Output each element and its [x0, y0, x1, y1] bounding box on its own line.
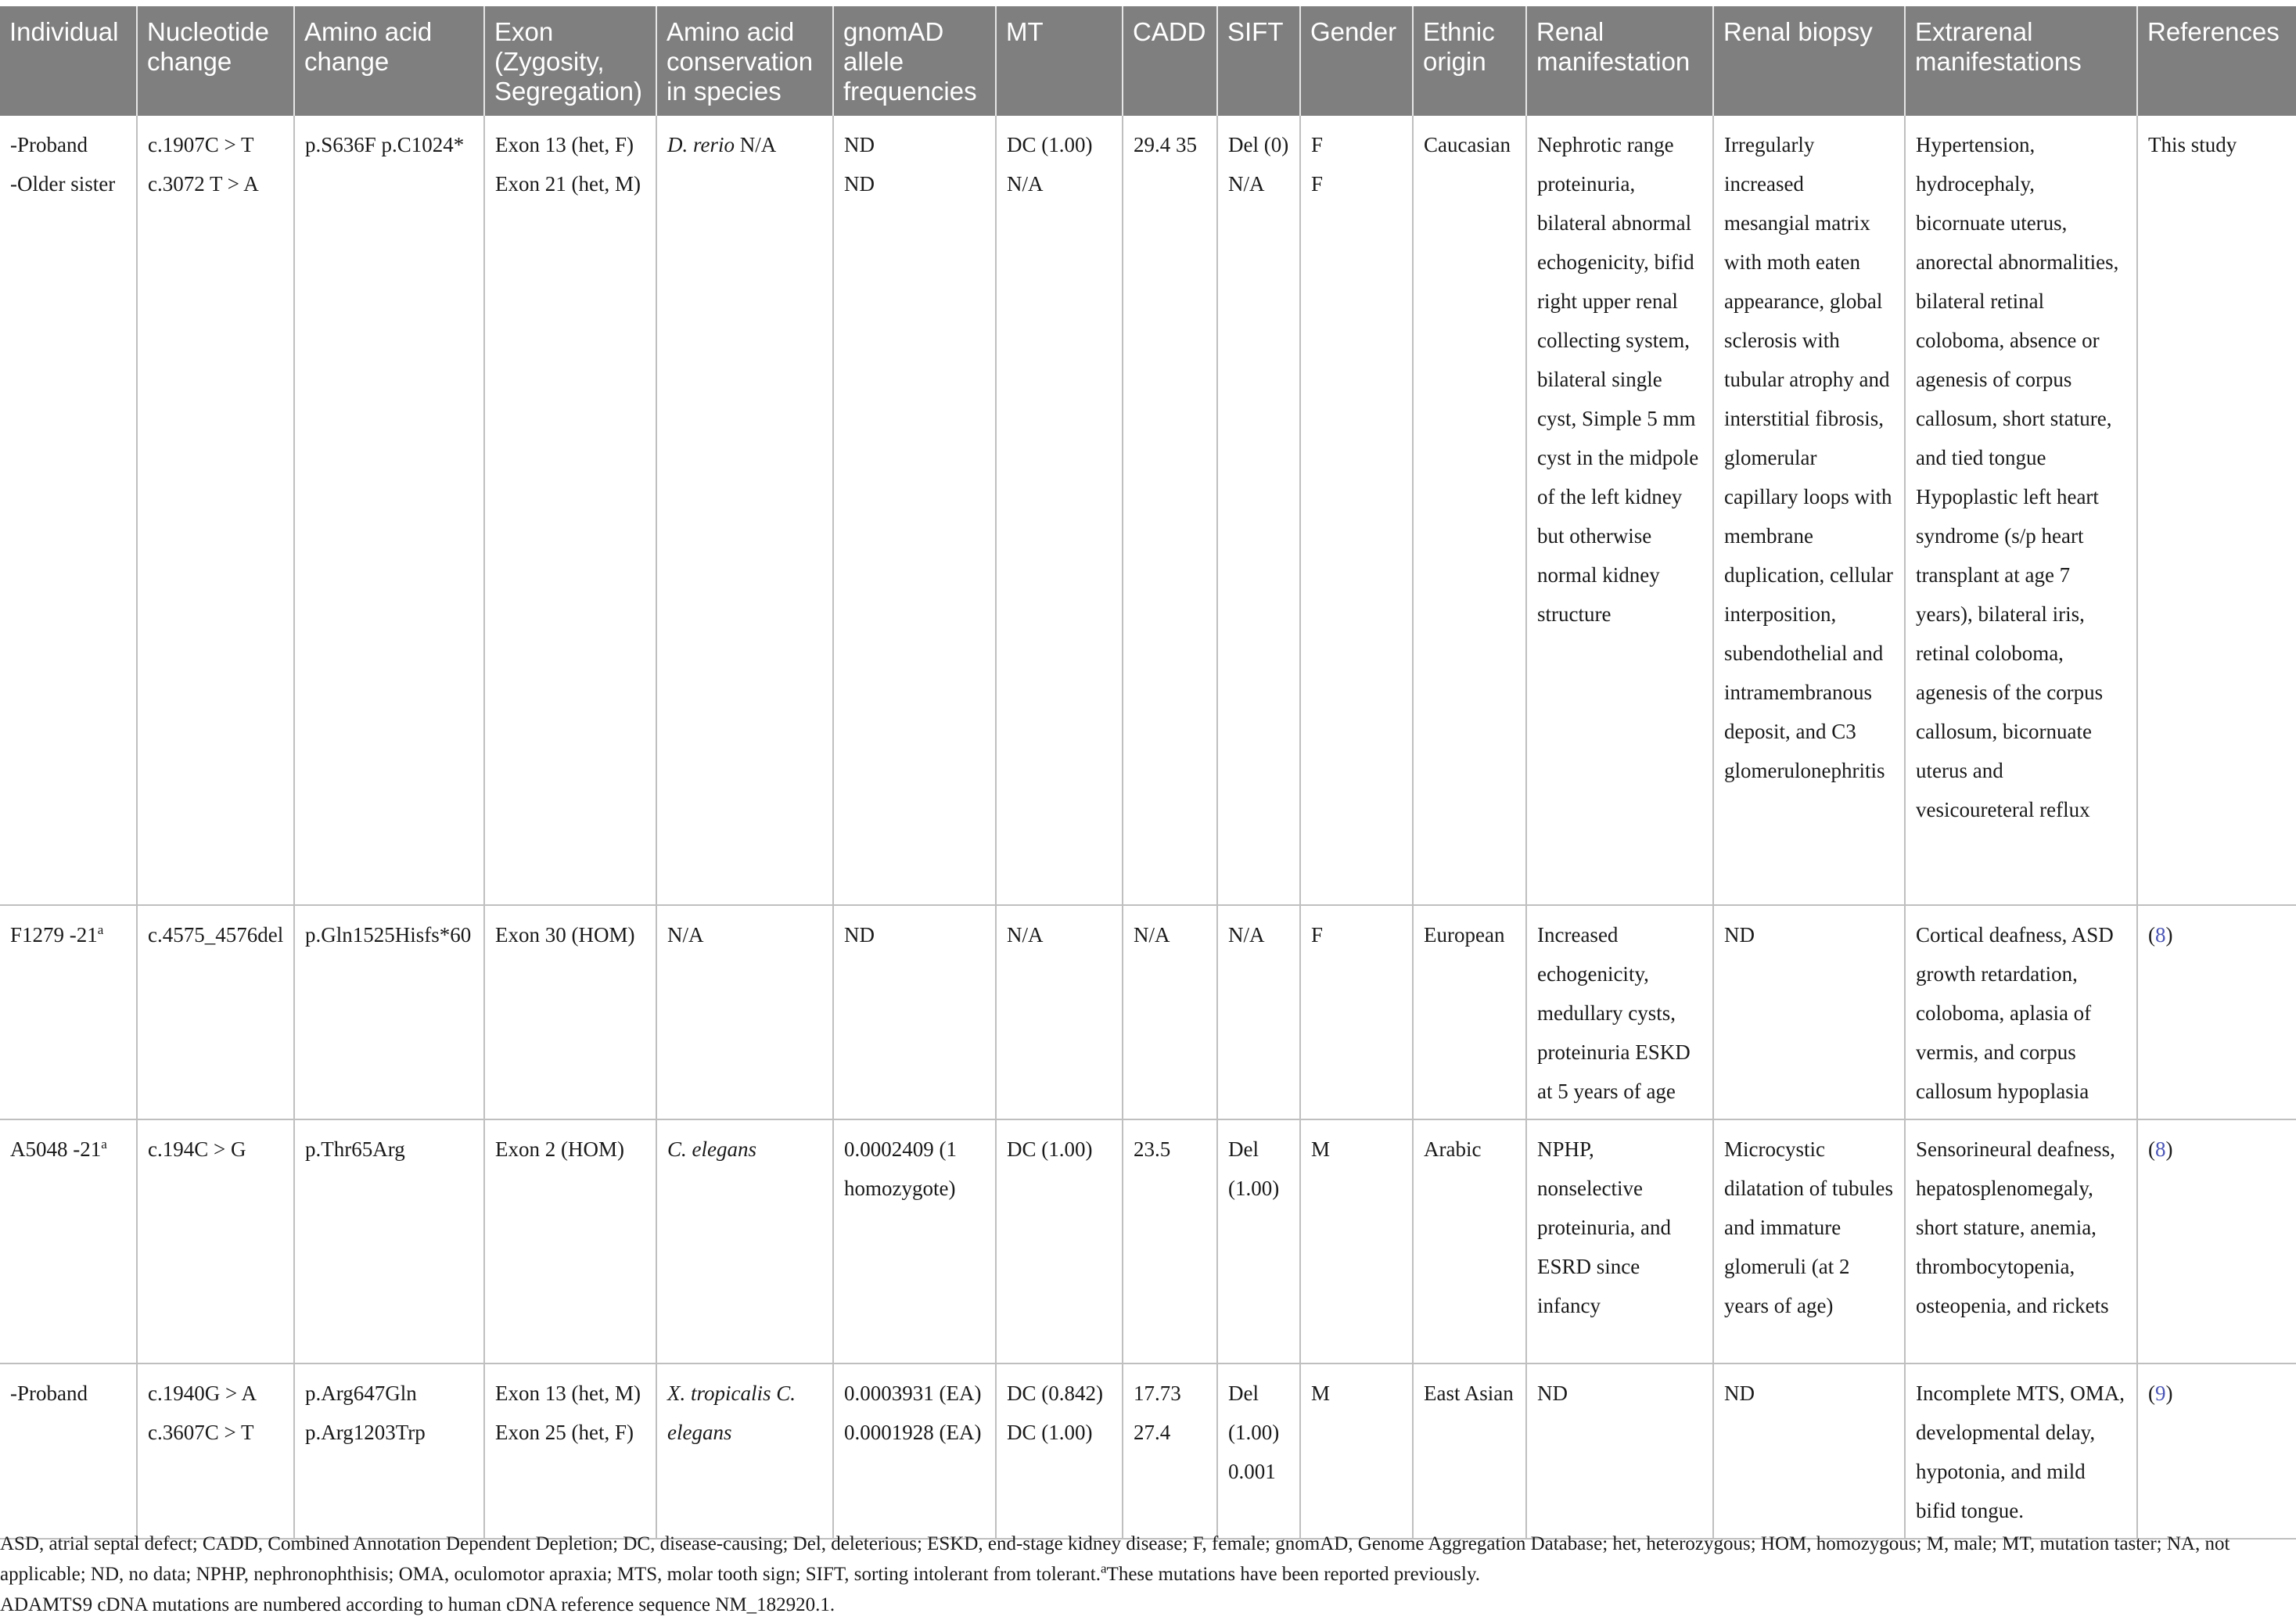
cell-exon: Exon 13 (het, M) Exon 25 (het, F) — [484, 1364, 656, 1539]
cell-sift: N/A — [1217, 905, 1300, 1119]
cell-exon: Exon 13 (het, F) Exon 21 (het, M) — [484, 116, 656, 905]
cell-sift: Del (1.00) — [1217, 1119, 1300, 1364]
col-individual: Individual — [0, 6, 137, 116]
variants-table — [0, 6, 2296, 1540]
cell-gnomad: ND ND — [833, 116, 996, 905]
cell-ethnic: Caucasian — [1413, 116, 1526, 905]
cell-reference: (8) — [2137, 905, 2296, 1119]
cell-conservation: C. elegans — [656, 1119, 833, 1364]
cell-biopsy: ND — [1713, 905, 1905, 1119]
cell-conservation: X. tropicalis C. elegans — [656, 1364, 833, 1539]
cell-cadd: 17.73 27.4 — [1123, 1364, 1217, 1539]
cell-biopsy: ND — [1713, 1364, 1905, 1539]
cell-aminoacid: p.Thr65Arg — [294, 1119, 484, 1364]
cell-exon: Exon 30 (HOM) — [484, 905, 656, 1119]
col-renal-biopsy: Renal biopsy — [1713, 6, 1905, 116]
cell-extrarenal: Hypertension, hydrocephaly, bicornuate uterus, anorectal abnormalities, bilateral retinal coloboma, absence or agenesis of corpus callosum, short stature, and tied tongue Hypoplastic left heart syndrome (s/p heart transplant at age 7 years), bilateral iris, retinal coloboma, agenesis of the corpus callosum, bicornuate uterus and vesicoureteral reflux — [1905, 116, 2137, 905]
table-row — [0, 1119, 2296, 1364]
cell-nucleotide: c.1940G > A c.3607C > T — [137, 1364, 294, 1539]
cell-cadd: 29.4 35 — [1123, 116, 1217, 905]
cell-cadd: 23.5 — [1123, 1119, 1217, 1364]
col-sift: SIFT — [1217, 6, 1300, 116]
reference-link[interactable]: 8 — [2155, 923, 2166, 947]
cell-ethnic: East Asian — [1413, 1364, 1526, 1539]
cell-extrarenal: Sensorineural deafness, hepatosplenomegaly, short stature, anemia, thrombocytopenia, osteopenia, and rickets — [1905, 1119, 2137, 1364]
cell-mt: N/A — [996, 905, 1123, 1119]
cell-nucleotide: c.194C > G — [137, 1119, 294, 1364]
cell-mt: DC (0.842) DC (1.00) — [996, 1364, 1123, 1539]
table-row — [0, 905, 2296, 1119]
col-exon: Exon (Zygosity, Segregation) — [484, 6, 656, 116]
cell-gender: F — [1300, 905, 1413, 1119]
cell-conservation: N/A — [656, 905, 833, 1119]
cell-reference: (9) — [2137, 1364, 2296, 1539]
cell-sift: Del (1.00) 0.001 — [1217, 1364, 1300, 1539]
col-conservation: Amino acid conservation in species — [656, 6, 833, 116]
cell-aminoacid: p.Gln1525Hisfs*60 — [294, 905, 484, 1119]
cell-renal: Increased echogenicity, medullary cysts, proteinuria ESKD at 5 years of age — [1526, 905, 1713, 1119]
col-extrarenal: Extrarenal manifestations — [1905, 6, 2137, 116]
cell-gnomad: 0.0003931 (EA) 0.0001928 (EA) — [833, 1364, 996, 1539]
cell-nucleotide: c.4575_4576del — [137, 905, 294, 1119]
col-gnomad: gnomAD allele frequencies — [833, 6, 996, 116]
cell-ethnic: Arabic — [1413, 1119, 1526, 1364]
cell-nucleotide: c.1907C > T c.3072 T > A — [137, 116, 294, 905]
cell-gender: F F — [1300, 116, 1413, 905]
cell-aminoacid: p.S636F p.C1024* — [294, 116, 484, 905]
cell-conservation: D. rerio N/A — [656, 116, 833, 905]
col-nucleotide-change: Nucleotide change — [137, 6, 294, 116]
cell-extrarenal: Incomplete MTS, OMA, developmental delay, hypotonia, and mild bifid tongue. — [1905, 1364, 2137, 1539]
cell-renal: ND — [1526, 1364, 1713, 1539]
cell-sift: Del (0) N/A — [1217, 116, 1300, 905]
cell-gender: M — [1300, 1364, 1413, 1539]
reference-link[interactable]: 9 — [2155, 1381, 2166, 1405]
cell-reference: (8) — [2137, 1119, 2296, 1364]
cell-gnomad: 0.0002409 (1 homozygote) — [833, 1119, 996, 1364]
col-mt: MT — [996, 6, 1123, 116]
col-references: References — [2137, 6, 2296, 116]
col-cadd: CADD — [1123, 6, 1217, 116]
table-footnotes — [0, 1529, 2284, 1620]
table-row — [0, 116, 2296, 905]
table-row — [0, 1364, 2296, 1539]
reference-link[interactable]: 8 — [2155, 1137, 2166, 1161]
cell-mt: DC (1.00) N/A — [996, 116, 1123, 905]
col-gender: Gender — [1300, 6, 1413, 116]
cell-aminoacid: p.Arg647Gln p.Arg1203Trp — [294, 1364, 484, 1539]
abbreviations-note: ASD, atrial septal defect; CADD, Combined Annotation Dependent Depletion; DC, disease-causing; Del, deleterious; ESKD, end-stage kidney disease; F, female; gnomAD, Genome Aggregation Database; het, heterozygous; HOM, homozygous; M, male; MT, mutation taster; NA, not applicable; ND, no data; NPHP, nephronophthisis; OMA, oculomotor apraxia; MTS, molar tooth sign; SIFT, sorting intolerant from tolerant.$^a$These mutations have been reported previously. — [0, 1533, 2230, 1585]
cell-cadd: N/A — [1123, 905, 1217, 1119]
cell-individual: -Proband — [0, 1364, 137, 1539]
cell-reference: This study — [2137, 116, 2296, 905]
col-amino-acid-change: Amino acid change — [294, 6, 484, 116]
cell-renal: NPHP, nonselective proteinuria, and ESRD since infancy — [1526, 1119, 1713, 1364]
cell-individual: -Proband -Older sister — [0, 116, 137, 905]
cell-mt: DC (1.00) — [996, 1119, 1123, 1364]
cell-extrarenal: Cortical deafness, ASD growth retardation, coloboma, aplasia of vermis, and corpus callosum hypoplasia — [1905, 905, 2137, 1119]
cell-ethnic: European — [1413, 905, 1526, 1119]
cell-individual: F1279 -21$^a$ — [0, 905, 137, 1119]
header-row — [0, 6, 2296, 116]
col-renal-manifestation: Renal manifestation — [1526, 6, 1713, 116]
cell-gnomad: ND — [833, 905, 996, 1119]
col-ethnic-origin: Ethnic origin — [1413, 6, 1526, 116]
cell-individual: A5048 -21$^a$ — [0, 1119, 137, 1364]
cell-exon: Exon 2 (HOM) — [484, 1119, 656, 1364]
cell-biopsy: Irregularly increased mesangial matrix with moth eaten appearance, global sclerosis with tubular atrophy and interstitial fibrosis, glomerular capillary loops with membrane duplication, cellular interposition, subendothelial and intramembranous deposit, and C3 glomerulonephritis — [1713, 116, 1905, 905]
cdna-note: ADAMTS9 cDNA mutations are numbered according to human cDNA reference sequence NM_182920.1. — [0, 1594, 835, 1615]
cell-renal: Nephrotic range proteinuria, bilateral abnormal echogenicity, bifid right upper renal collecting system, bilateral single cyst, Simple 5 mm cyst in the midpole of the left kidney but otherwise normal kidney structure — [1526, 116, 1713, 905]
cell-gender: M — [1300, 1119, 1413, 1364]
cell-biopsy: Microcystic dilatation of tubules and immature glomeruli (at 2 years of age) — [1713, 1119, 1905, 1364]
